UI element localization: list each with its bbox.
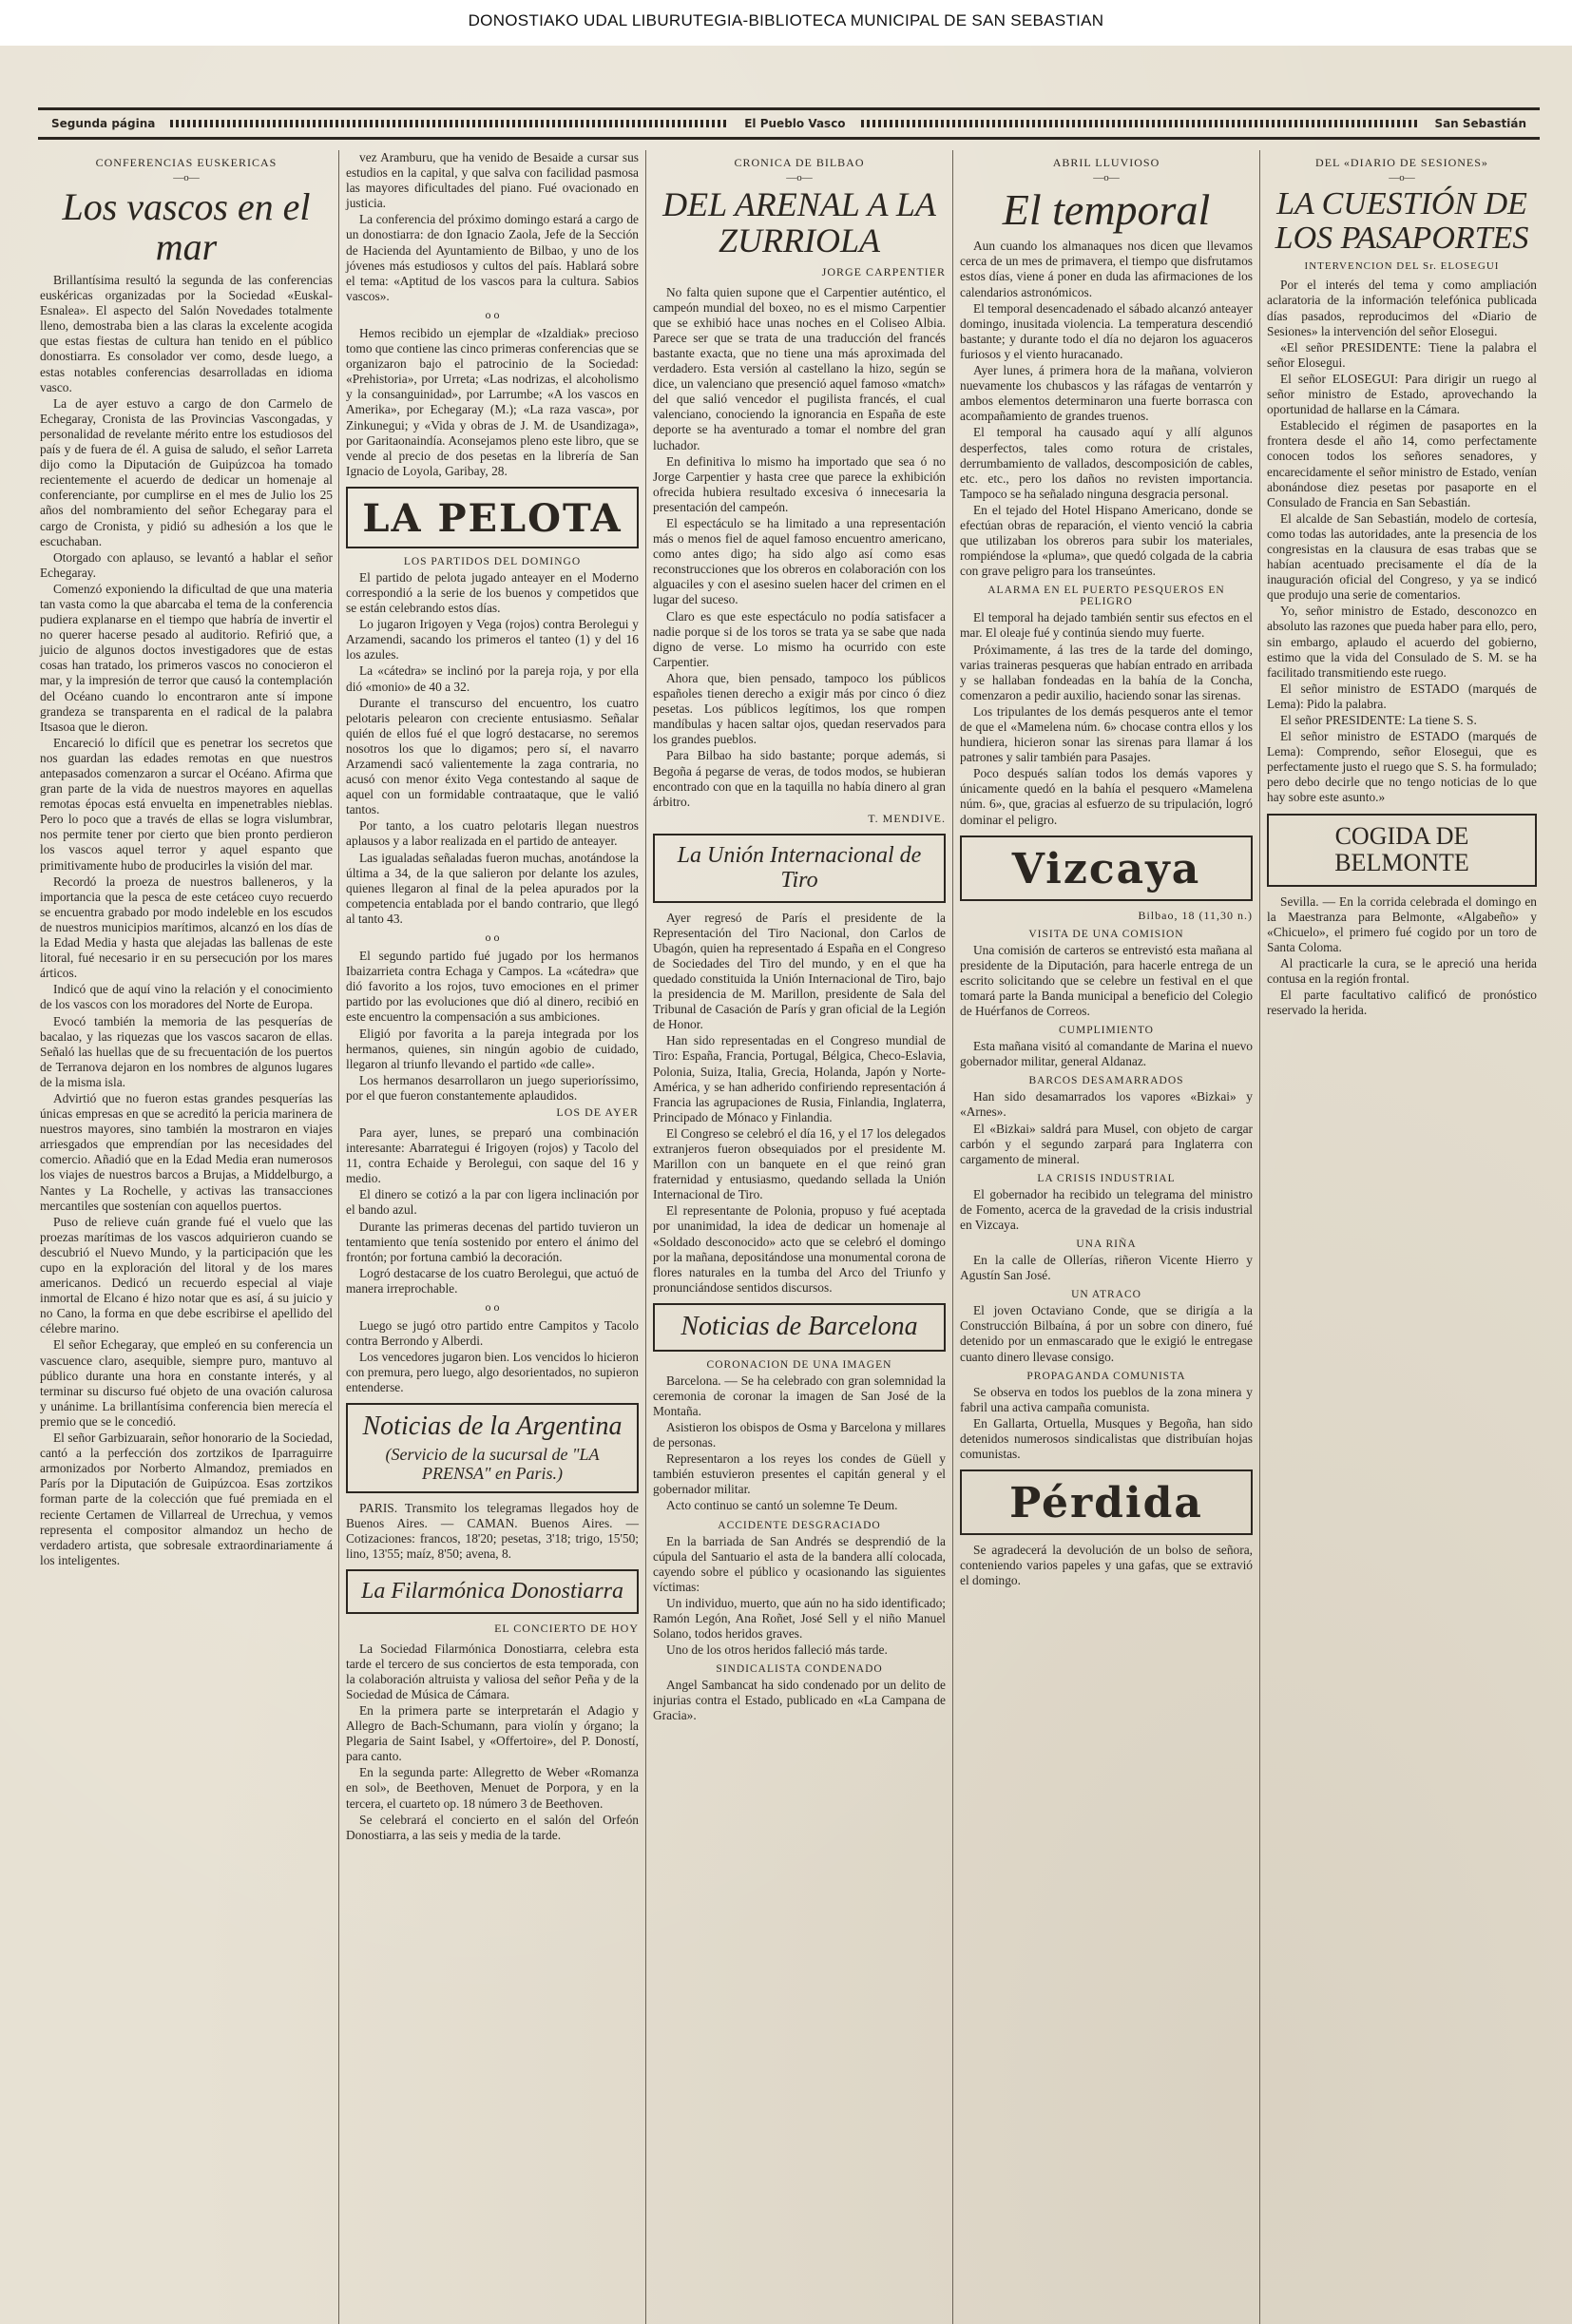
section-headline: La Filarmónica Donostiarra: [360, 1579, 624, 1604]
article-headline: El temporal: [1002, 185, 1211, 234]
subheading: ALARMA EN EL PUERTO PESQUEROS EN PELIGRO: [987, 585, 1225, 608]
masthead-right: San Sebastián: [1434, 117, 1526, 130]
paragraph: Uno de los otros heridos falleció más tarde.: [666, 1642, 888, 1658]
section-headline: Vizcaya: [1011, 844, 1201, 893]
newspaper-page: [0, 46, 1572, 2324]
paragraph: Representaron a los reyes los condes de Güell y también estuvieron presentes el capitán general y el gobernador militar.: [653, 1451, 946, 1497]
article-subheading: INTERVENCION DEL Sr. ELOSEGUI: [1304, 260, 1500, 273]
section-headline: COGIDA DE BELMONTE: [1334, 821, 1469, 877]
paragraph: Ayer regresó de París el presidente de la Representación del Tiro Nacional, don Carlos de Ubagón, quien ha representado á España en el Congreso de Sociedades del Tiro del mundo, y en el que ha quedado constituida la Unión Internacional de Tiro, bajo la presidencia de M. Marillon, presidente de Sala del Tribunal de Casación de París y gran oficial de la Legión de Honor.: [653, 910, 946, 1032]
subheading: CORONACION DE UNA IMAGEN: [706, 1358, 892, 1371]
paragraph: El temporal ha causado aquí y allí algunos desperfectos, tales como rotura de cristales, derrumbamiento de vallados, descomposición de cables, etc. etc., pero los daños no revisten importancia. Tampoco se ha señalado ninguna desgracia personal.: [960, 425, 1253, 501]
article-headline: LA CUESTIÓN DE LOS PASAPORTES: [1275, 186, 1529, 256]
paragraph: Han sido desamarrados los vapores «Bizkai» y «Arnes».: [960, 1089, 1253, 1120]
subheading: VISITA DE UNA COMISION: [1028, 928, 1184, 940]
paragraph: Comenzó exponiendo la dificultad de que una materia tan vasta como la que abarcaba el tema de la conferencia pudiera explanarse en el tiempo que habría de invertir el no querer hacerse pesado al auditorio. Refirió que, a juicio de algunos doctos investigadores que de estas cosas han tratado, los primeros vascos no conocieron el mar, y la impresión de terror que causó la contemplación del Océano cuando lo encontraron ante sí impone grandeza se transparenta en el radical de la palabra Itsasoa que le dieron.: [40, 581, 333, 734]
paragraph: El representante de Polonia, propuso y fué aceptada por unanimidad, la idea de dedicar un homenaje al «Soldado desconocido» acto que se celebró el domingo por la mañana, depositándose una monumental corona de flores naturales en la tumba del Arco del Triunfo y pronunciándose sentidos discursos.: [653, 1203, 946, 1295]
masthead-band: [170, 120, 729, 127]
section-kicker: DEL «DIARIO DE SESIONES»: [1315, 156, 1488, 169]
paragraph: Las igualadas señaladas fueron muchas, anotándose la última a 34, de la que salieron por delante los azules, quienes llegaron al final de la pelea apurados por la competencia entablada por el bando contrario, que llegó al tanto 43.: [346, 850, 639, 926]
paragraph: Esta mañana visitó al comandante de Marina el nuevo gobernador militar, general Aldanaz.: [960, 1039, 1253, 1069]
paragraph: Los hermanos desarrollaron un juego superioríssimo, por el que fueron constantemente aplaudidos.: [346, 1072, 639, 1103]
paragraph: La conferencia del próximo domingo estará a cargo de un donostiarra: de don Ignacio Zaola, Jefe de la Sección de Hacienda del Ayuntamiento de Bilbao, y uno de los jóvenes más estudiosos y cultos del país. Hablará sobre el tema: «Aptitud de los vascos para la cultura. Sabios vascos».: [346, 212, 639, 303]
paragraph: El señor PRESIDENTE: La tiene S. S.: [1280, 713, 1477, 727]
paragraph: Para ayer, lunes, se preparó una combinación interesante: Abarrategui é Irigoyen (rojos) y Tacolo del 11, contra Echaide y Berolegui, con saque del 16 y medio.: [346, 1124, 639, 1186]
column-rule: [338, 150, 339, 2324]
paragraph: Recordó la proeza de nuestros balleneros, y la importancia que la pesca de este cetáceo cuyo recuerdo se encuentra grabado por modo indeleble en los escudos de nuestros municipios marítimos, alcanzó en los días de la Edad Media y hasta que alejadas las ballenas de este litoral, fué necesario ir en su persecución por los mares árticos.: [40, 874, 333, 981]
article-headline: DEL ARENAL A LA ZURRIOLA: [662, 185, 936, 259]
paragraph: En definitiva lo mismo ha importado que sea ó no Jorge Carpentier y hasta cree que parece la exhibición ofrecida hubiera resultado excesiva ó innecesaria la presentación del campeón.: [653, 453, 946, 514]
separator: o o: [485, 307, 500, 321]
paragraph: En la barriada de San Andrés se desprendió de la cúpula del Santuario el asta de la bandera allí colocada, cayendo sobre el público y ocasionando las siguientes víctimas:: [653, 1533, 946, 1594]
paragraph: El «Bizkai» saldrá para Musel, con objeto de cargar carbón y el segundo zarpará para Inglaterra con cargamento de mineral.: [960, 1121, 1253, 1166]
section-subtitle: (Servicio de la sucursal de "LA PRENSA" en Paris.): [385, 1445, 600, 1484]
paragraph: El joven Octaviano Conde, que se dirigía a la Construcción Bilbaína, á por un sobre con dinero, fué detenido por un enmascarado que le exigió le entregase cuanto dinero llevase consigo.: [960, 1303, 1253, 1364]
ornament: —o—: [173, 172, 200, 183]
paragraph: La «cátedra» se inclinó por la pareja roja, y por ella dió «monio» de 40 a 32.: [346, 663, 639, 694]
section-box: [1267, 814, 1537, 887]
paragraph: El segundo partido fué jugado por los hermanos Ibaizarrieta contra Echaga y Campos. La «cátedra» que dió favorito a los rojos, tuvo emociones en el primer partido por las evoluciones que dió al dinero, recibió en este encuentro la compensación a sus ambiciones.: [346, 949, 639, 1025]
section-kicker: ABRIL LLUVIOSO: [1052, 156, 1160, 169]
paragraph: Barcelona. — Se ha celebrado con gran solemnidad la ceremonia de coronar la imagen de San José de la Montaña.: [653, 1373, 946, 1418]
paragraph: Brillantísima resultó la segunda de las conferencias euskéricas organizadas por la Sociedad «Euskal-Esnalea». El aspecto del Salón Novedades totalmente lleno, demostraba bien a las claras la excelente acogida que estas fiestas de cultura han tenido en el público donostiarra. Es consolador ver como, desde luego, a estas notables conferencias desarrolladas en idioma vasco.: [40, 273, 333, 394]
separator: o o: [485, 931, 500, 945]
section-box: [653, 1303, 946, 1352]
paragraph: El alcalde de San Sebastián, modelo de cortesía, como todas las autoridades, ante la presencia de los congresistas en la clausura de esas trabas que se habían acentuado precisamente el día de la inauguración oficial del Congreso, y ya se indicó que produjo una serie de comentarios.: [1267, 510, 1537, 603]
column-rule: [645, 150, 646, 2324]
paragraph: Yo, señor ministro de Estado, desconozco en absoluto las razones que pueda haber para ello, pero, sin embargo, aplaudo el acuerdo del gobierno, estimo que la vida del Consulado de S. M. se ha facilitado transmitiendo este ruego.: [1267, 604, 1537, 680]
paragraph: El partido de pelota jugado anteayer en el Moderno correspondió a la serie de los buenos y competidos que se están celebrando estos días.: [346, 569, 639, 616]
dateline: Bilbao, 18 (11,30 n.): [1138, 908, 1253, 922]
separator: o o: [485, 1300, 500, 1314]
advert-headline: Pérdida: [1009, 1479, 1203, 1528]
paragraph: Indicó que de aquí vino la relación y el conocimiento de los vascos con los moradores del Norte de Europa.: [40, 982, 333, 1012]
paragraph: Establecido el régimen de pasaportes en la frontera desde el año 14, como perfectamente conocen todos los señores senadores, y encarecidamente el señor ministro de Estado, venían abonándose diez pesetas por pasaporte en el Consulado de Francia en San Sebastián.: [1267, 418, 1537, 509]
subheading: PROPAGANDA COMUNISTA: [1026, 1370, 1186, 1382]
paragraph: En la calle de Ollerías, riñeron Vicente Hierro y Agustín San José.: [960, 1253, 1253, 1283]
column-rule: [1259, 150, 1260, 2324]
paragraph: Evocó también la memoria de las pesquerías de bacalao, y las riquezas que los vascos sacaron de ellas. Señaló las huellas que de su frecuentación de los puertos de Terranova dejaron en los nombres de algunos lugares de la misma isla.: [40, 1013, 333, 1089]
paragraph: Los vencedores jugaron bien. Los vencidos lo hicieron con premura, pero luego, algo desorientados, no supieron entenderse.: [346, 1350, 639, 1395]
masthead-left: Segunda página: [51, 117, 156, 130]
paragraph: Un individuo, muerto, que aún no ha sido identificado; Ramón Legón, Ana Roñet, José Sell y el niño Manuel Solano, todos heridos graves.: [653, 1595, 946, 1642]
paragraph: En la segunda parte: Allegretto de Weber «Romanza en sol», de Beethoven, Menuet de Porpora, y en la tercera, el cuarteto op. 18 número 3 de Beethoven.: [346, 1765, 639, 1811]
paragraph: Luego se jugó otro partido entre Campitos y Tacolo contra Berrondo y Alberdi.: [346, 1318, 639, 1349]
column-2: [342, 150, 642, 2324]
subheading: ACCIDENTE DESGRACIADO: [718, 1519, 881, 1531]
paragraph: Ahora que, bien pensado, tampoco los públicos españoles tienen derecho a exigir más por cinco ó diez pesetas. Los públicos legítimos, los que rompen mandíbulas y hacen saltar ojos, quedan reservados para los grandes pueblos.: [653, 670, 946, 747]
article-headline: Los vascos en el mar: [62, 185, 311, 268]
masthead-center: El Pueblo Vasco: [744, 117, 846, 130]
paragraph: Sevilla. — En la corrida celebrada el domingo en la Maestranza para Belmonte, «Algabeño» y «Chicuelo», el primero fué cogido por un toro de Santa Coloma.: [1267, 893, 1537, 955]
section-box: [346, 1403, 639, 1492]
paragraph: Puso de relieve cuán grande fué el vuelo que las proezas marítimas de los vascos adquirieron cuando se descubrió el Nuevo Mundo, y la participación que les cupo en la exploración del litoral y de los mares americanos. Dedicó un recuerdo especial al viaje inmortal de Elcano é hizo notar que es así, á su juicio y no Cano, la forma en que debe escribirse el apellido del célebre marino.: [40, 1214, 333, 1336]
subheading: LOS PARTIDOS DEL DOMINGO: [403, 555, 582, 567]
paragraph: Se agradecerá la devolución de un bolso de señora, conteniendo varios papeles y una gafas, que se extravió el domingo.: [960, 1543, 1253, 1588]
section-box: [346, 487, 639, 548]
paragraph: Una comisión de carteros se entrevistó esta mañana al presidente de la Diputación, para hacerle entrega de un escrito solicitando que se celebre un festival en el que tomará parte la Banda municipal a beneficio del Colegio de Huérfanos de Correos.: [960, 942, 1253, 1019]
section-headline: Noticias de la Argentina: [362, 1412, 623, 1442]
paragraph: El temporal desencadenado el sábado alcanzó anteayer domingo, inusitada violencia. La temperatura descendió bastante; y durante todo el día no dejaron los aguaceros furiosos y el viento huracanado.: [960, 300, 1253, 361]
paragraph: En la primera parte se interpretarán el Adagio y Allegro de Bach-Schumann, para violín y órgano; la Plegaria de Saint Isabel, y «Offertoire», del P. Doností, para canto.: [346, 1703, 639, 1764]
paragraph: Durante el transcurso del encuentro, los cuatro pelotaris pelearon con creciente entusiasmo. Señalar quién de ellos fué el que logró destacarse, no seremos nosotros los que lo digamos; pero sí, el navarro Arzamendi sacó valientemente la zaga contraria, no acusó con menor éxito Vega contestando al saque de aquel con un formidable contraataque, que le valió tantos.: [346, 695, 639, 817]
paragraph: Logró destacarse de los cuatro Berolegui, que actuó de manera irreprochable.: [346, 1265, 639, 1296]
section-box: [346, 1569, 639, 1613]
paragraph: Eligió por favorita a la pareja integrada por los hermanos, quienes, sin ningún agobio de cuidado, llegaron al triunfo llevando el partido «de calle».: [346, 1026, 639, 1071]
paragraph: Han sido representadas en el Congreso mundial de Tiro: España, Francia, Portugal, Bélgica, Checo-Eslavia, Polonia, Suiza, Italia, Grecia, Holanda, Japón y Norte-América, y se han adherido confiriendo representación á Francia las agrupaciones de Rusia, Finlandia, Inglaterra, Principado de Mónaco y Finlandia.: [653, 1033, 946, 1124]
subheading: CUMPLIMIENTO: [1059, 1025, 1154, 1037]
subheading: LA CRISIS INDUSTRIAL: [1037, 1172, 1176, 1184]
paragraph: El Congreso se celebró el día 16, y el 17 los delegados extranjeros fueron obsequiados por el presidente M. Marillon con un banquete en el que reinó gran fraternidad y entusiasmo, quedando sellada la Unión Internacional de Tiro.: [653, 1125, 946, 1202]
paragraph: Angel Sambancat ha sido condenado por un delito de injurias contra el Estado, publicado en «La Campana de Gracia».: [653, 1678, 946, 1723]
paragraph: Ayer lunes, á primera hora de la mañana, volvieron nuevamente los chubascos y las ráfagas de ventarrón y ambos elementos determinaron una fuerte borrasca con acompañamiento de grandes truenos.: [960, 363, 1253, 424]
subheading: UNA RIÑA: [1076, 1239, 1137, 1251]
paragraph: Al practicarle la cura, se le apreció una herida contusa en la región frontal.: [1267, 956, 1537, 987]
ornament: —o—: [1093, 172, 1120, 183]
paragraph: Durante las primeras decenas del partido tuvieron un tentamiento que tenía sostenido por entero el ánimo del frontón; por fortuna cambió la decoración.: [346, 1219, 639, 1264]
paragraph: El gobernador ha recibido un telegrama del ministro de Fomento, acerca de la gravedad de la crisis industrial en Vizcaya.: [960, 1186, 1253, 1232]
archive-banner: DONOSTIAKO UDAL LIBURUTEGIA-BIBLIOTECA MUNICIPAL DE SAN SEBASTIAN: [0, 0, 1572, 46]
paragraph: El señor ministro de ESTADO (marqués de Lema): Pido la palabra.: [1267, 681, 1537, 711]
section-headline: Noticias de Barcelona: [681, 1311, 918, 1341]
paragraph: La Sociedad Filarmónica Donostiarra, celebra esta tarde el tercero de sus conciertos de esta temporada, con la colaboración altruista y valiosa del señor Peña y de la Sociedad de Música de Cámara.: [346, 1641, 639, 1701]
paragraph: El dinero se cotizó a la par con ligera inclinación por el bando azul.: [346, 1187, 639, 1218]
paragraph: El parte facultativo calificó de pronóstico reservado la herida.: [1267, 988, 1537, 1018]
ornament: —o—: [786, 172, 813, 183]
subheading: LOS DE AYER: [556, 1104, 639, 1119]
masthead: [38, 107, 1540, 140]
section-headline: LA PELOTA: [362, 495, 623, 541]
subheading: EL CONCIERTO DE HOY: [494, 1621, 639, 1635]
paragraph: Asistieron los obispos de Osma y Barcelona y millares de personas.: [653, 1419, 946, 1450]
paragraph: Advirtió que no fueron estas grandes pesquerías las únicas empresas en que se acreditó la pericia marinera de nuestros mayores, sino también la mostraron en viajes arriesgados que emprendían por las necesidades del comercio. Añadió que en la Edad Media eran numerosos los viajes de nuestros barcos a Brujas, a Middelburgo, a Nantes y La Rochelle, y activas las transacciones mercantiles que sostenían con aquellos puertos.: [40, 1090, 333, 1213]
paragraph: El señor Garbizuarain, señor honorario de la Sociedad, cantó a la perfección dos zortzikos de Iparraguirre armonizados por Norberto Almandoz, premiados en París por la Diputación de Guipúzcoa. Esas zortzikos forman parte de la colección que fué premiada en el reciente Certamen de Villarreal de Urrechua, y vemos representa el compositor almandoz un hecho de verdadero artista, que sobresale extraordinariamente á los inteligentes.: [40, 1431, 333, 1567]
paragraph: PARIS. Transmito los telegramas llegados hoy de Buenos Aires. — CAMAN. Buenos Aires. — Cotizaciones: francos, 18'20; pesetas, 3'18; trigo, 15'50; lino, 13'55; maíz, 8'50; avena, 8.: [346, 1500, 639, 1562]
paragraph: Otorgado con aplauso, se levantó a hablar el señor Echegaray.: [40, 549, 333, 580]
paragraph: La de ayer estuvo a cargo de don Carmelo de Echegaray, Cronista de las Provincias Vascongadas, y personalidad de revelante mérito entre los estudiosos del país y de fuera de él. A guisa de saludo, el señor Larreta dijo como la Diputación de Guipúzcoa ha tomado recientemente el acuerdo de dedicar un homenaje al conferenciante, por cumplirse en el mes de Julio los 25 años del nombramiento del señor Echegaray para el cargo de Cronista, y pidió su adhesión a los que le escuchaban.: [40, 395, 333, 548]
paragraph: Lo jugaron Irigoyen y Vega (rojos) contra Berolegui y Arzamendi, sacando los primeros el tanteo (1) y del 16 los azules.: [346, 617, 639, 663]
paragraph: Acto continuo se cantó un solemne Te Deum.: [666, 1498, 898, 1513]
section-kicker: CONFERENCIAS EUSKERICAS: [95, 156, 278, 169]
column-rule: [952, 150, 953, 2324]
paragraph: El señor ELOSEGUI: Para dirigir un ruego al señor ministro de Estado, aprovechando la oportunidad de hallarse en la Cámara.: [1267, 371, 1537, 417]
subheading: BARCOS DESAMARRADOS: [1028, 1075, 1184, 1087]
paragraph: Se observa en todos los pueblos de la zona minera y fabril una activa campaña comunista.: [960, 1384, 1253, 1414]
section-headline: La Unión Internacional de Tiro: [677, 842, 922, 893]
section-box: [960, 1469, 1253, 1535]
paragraph: Los tripulantes de los demás pesqueros ante el temor de que el «Mamelena núm. 6» chocase contra ellos y los hundiera, hicieron sonar las sirenas para llamar á los patrones y salir también para Pasajes.: [960, 703, 1253, 765]
column-3: [649, 150, 949, 2324]
column-5: [1263, 150, 1541, 2324]
paragraph: Encareció lo difícil que es penetrar los secretos que nos guardan las edades remotas en que nuestros antepasados comenzaron a surcar el Océano. Afirma que gran parte de la vida de nuestros mayores en aquellas remotas épocas está envuelta en impenetrables nieblas. Pero lo poco que a través de ellas se logra vislumbrar, nos permite tener por cierto que bien pronto perdieron los vascos aquel terror y aquel espanto que primitivamente hubo de producirles la visión del mar.: [40, 735, 333, 873]
column-4: [956, 150, 1256, 2324]
paragraph: En el tejado del Hotel Hispano Americano, donde se efectúan obras de reparación, el viento venció la cabria que utilizaban los obreros para subir los materiales, rompiéndose la «pluma», que quedó colgada de la cabria con grave peligro para los transeúntes.: [960, 502, 1253, 579]
subheading: UN ATRACO: [1071, 1289, 1141, 1301]
paragraph: vez Aramburu, que ha venido de Besaide a cursar sus estudios en la capital, y que salva con facilidad pasmosa las mayores dificultades del piano. Fué ovacionado en justicia.: [346, 150, 639, 211]
paragraph: Próximamente, á las tres de la tarde del domingo, varias traineras pesqueras que habían entrado en arribada y se hallaban fondeadas en la bahía de la Concha, comenzaron a pedir auxilio, haciendo sonar las sirenas.: [960, 642, 1253, 702]
paragraph: El espectáculo se ha limitado a una representación más o menos fiel de aquel famoso encuentro americano, como antes digo; ha sido algo así como esas reconstrucciones que los obreros en colaboración con los alguaciles y con el asesino suelen hacer del crimen en el lugar del suceso.: [653, 516, 946, 607]
paragraph: Aun cuando los almanaques nos dicen que llevamos cerca de un mes de primavera, el tiempo que disfrutamos estos días, viene á poner en duda las afirmaciones de los calendarios astronómicos.: [960, 239, 1253, 299]
paragraph: El temporal ha dejado también sentir sus efectos en el mar. El oleaje fué y continúa siendo muy fuerte.: [960, 610, 1253, 641]
signature: T. MENDIVE.: [868, 811, 946, 825]
paragraph: No falta quien supone que el Carpentier auténtico, el campeón mundial del boxeo, no es el mismo Carpentier que se exhibió hace unas noches en el Coliseo Albia. Parece ser que se trata de una traducción del francés bastante exacta, que no tiene una más aproximada del verdadero. Esta versión al castellano la hizo, según se dice, un valenciano que presenció aquel famoso «match» del que salió vencedor el pugilista francés, el cual valenciano, conociendo la ignorancia en España de este deporte se ha aventurado a tomar el nombre del gran luchador.: [653, 284, 946, 452]
column-1: [36, 150, 336, 2324]
masthead-band: [861, 120, 1420, 127]
paragraph: Por el interés del tema y como ampliación aclaratoria de la información telefónica publicada días pasados, reproducimos del «Diario de Sesiones» la intervención del señor Elosegui.: [1267, 278, 1537, 338]
article-byline: JORGE CARPENTIER: [821, 264, 946, 278]
paragraph: «El señor PRESIDENTE: Tiene la palabra el señor Elosegui.: [1267, 339, 1537, 370]
section-kicker: CRONICA DE BILBAO: [734, 156, 865, 169]
paragraph: Por tanto, a los cuatro pelotaris llegan nuestros aplausos y a labor realizada en el partido de anteayer.: [346, 818, 639, 849]
subheading: SINDICALISTA CONDENADO: [716, 1663, 883, 1676]
paragraph: Para Bilbao ha sido bastante; porque además, si Begoña á pegarse de veras, de todos modos, se hubieran encontrado con que en la taquilla no había dinero al gran árbitro.: [653, 748, 946, 809]
paragraph: El señor Echegaray, que empleó en su conferencia un vascuence claro, asequible, siempre puro, mantuvo al público durante una hora en constante interés, y al terminar su discurso fué objeto de una ovación calurosa y unánime. La brillantísima conferencia bien merecía el premio que se le concedió.: [40, 1337, 333, 1429]
paragraph: Hemos recibido un ejemplar de «Izaldiak» precioso tomo que contiene las cinco primeras conferencias que se organizaron bajo el patrocinio de la Sociedad: «Prehistoria», por Urreta; «Las nodrizas, el alcoholismo y la consanguinidad», por Larrumbe; «A los vascos en Amerika», por Echegaray (M.); «La raza vasca», por Zinkunegui; y «Vida y obras de J. M. de Usandizaga», por Garitaonaindía. Aconsejamos pleno este libro, que se vende al precio de dos pesetas en la librería de San Ignacio de Loyola, Garibay, 28.: [346, 325, 639, 478]
paragraph: Claro es que este espectáculo no podía satisfacer a nadie porque si de los toros se trata ya se sabe que nada digno de verse. Lo mismo ha ocurrido con este Carpentier.: [653, 608, 946, 669]
section-box: [960, 835, 1253, 901]
paragraph: Poco después salían todos los demás vapores y únicamente quedó en la bahía el pesquero «Mamelena núm. 6», que, gracias al esfuerzo de su tripulación, logró dominar el peligro.: [960, 766, 1253, 827]
paragraph: Se celebrará el concierto en el salón del Orfeón Donostiarra, a las seis y media de la tarde.: [346, 1812, 639, 1842]
paragraph: El señor ministro de ESTADO (marqués de Lema): Comprendo, señor Elosegui, que es perfectamente justo el ruego que S. S. ha formulado; pero debo decirle que no tengo noticias de lo que hay sobre este asunto.»: [1267, 729, 1537, 805]
paragraph: En Gallarta, Ortuella, Musques y Begoña, han sido detenidos numerosos sindicalistas que distribuían hojas comunistas.: [960, 1415, 1253, 1462]
ornament: —o—: [1389, 172, 1415, 183]
section-box: [653, 834, 946, 903]
